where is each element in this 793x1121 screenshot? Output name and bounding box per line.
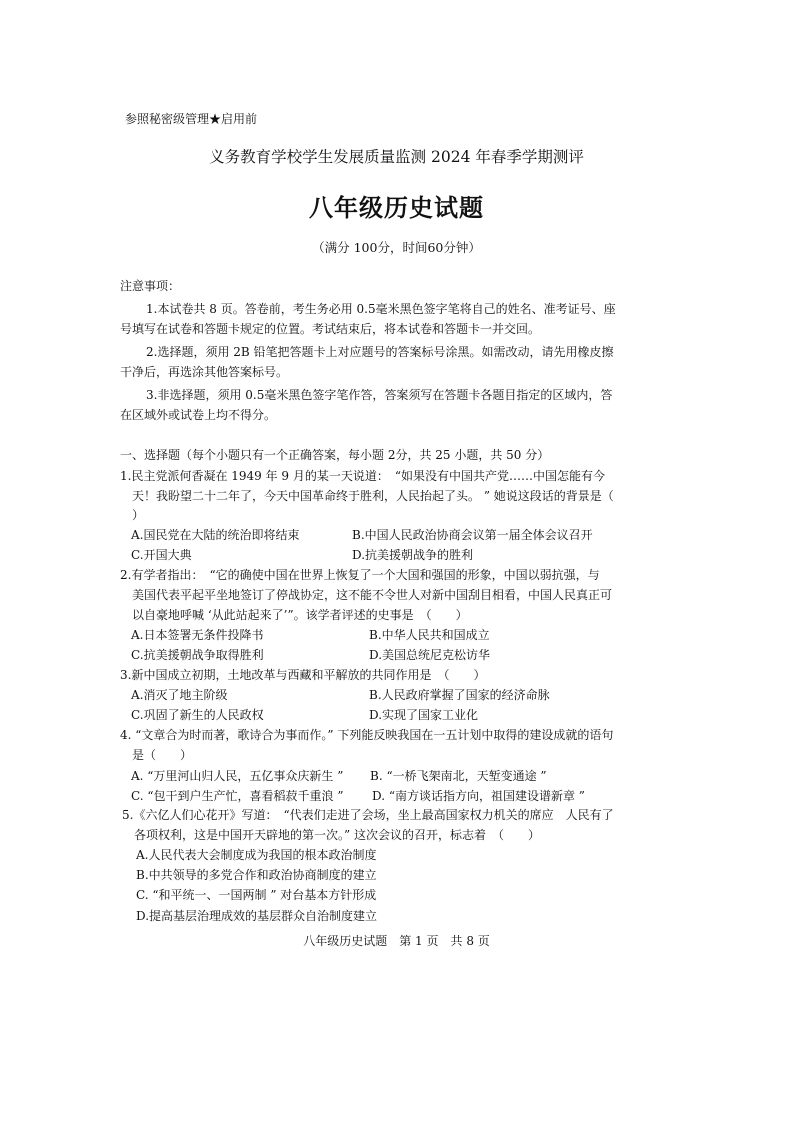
question-5-option-b: B.中共领导的多党合作和政治协商制度的建立 (136, 868, 377, 882)
notice-item-3-line-2: 在区域外或试卷上均不得分。 (120, 408, 277, 422)
notice-label: 注意事项： (120, 279, 181, 293)
question-3-option-c: C.巩固了新生的人民政权 (131, 708, 264, 722)
question-3-option-b: B.人民政府掌握了国家的经济命脉 (369, 688, 550, 702)
notice-item-3-line-1: 3.非选择题，须用 0.5毫米黑色签字笔作答，答案须写在答题卡各题目指定的区域内，答 (146, 388, 613, 402)
question-1-option-c: C.开国大典 (131, 548, 192, 562)
question-5-line-1: 5.《六亿人们心花开》写道： “代表们走进了会场，坐上最高国家权力机关的席应 人民有了 (122, 808, 614, 822)
question-2-option-c: C.抗美援朝战争取得胜利 (131, 648, 264, 662)
notice-item-1-line-2: 号填写在试卷和答题卡规定的位置。考试结束后，将本试卷和答题卡一并交回。 (120, 322, 541, 336)
section-heading: 一、选择题（每个小题只有一个正确答案，每小题 2分，共 25 小题，共 50 分） (120, 448, 550, 462)
question-1-option-a: A.国民党在大陆的统治即将结束 (131, 528, 300, 542)
question-4-option-d: D. “南方谈话指方向，祖国建设谱新章 ” (372, 789, 585, 803)
question-2-line-2: 美国代表平起平坐地签订了停战协定，这不能不令世人对新中国刮目相看，中国人民真正可 (120, 588, 613, 602)
question-5-option-d: D.提高基层治理成效的基层群众自治制度建立 (136, 909, 378, 923)
exam-header-line: 义务教育学校学生发展质量监测 2024 年春季学期测评 (209, 148, 584, 166)
question-3-line-1: 3.新中国成立初期，土地改革与西藏和平解放的共同作用是 （ ） (120, 668, 486, 682)
page-title: 八年级历史试题 (309, 193, 484, 222)
question-3-option-d: D.实现了国家工业化 (369, 708, 479, 722)
question-2-option-b: B.中华人民共和国成立 (369, 628, 490, 642)
confidentiality-label: 参照秘密级管理★启用前 (125, 112, 258, 126)
question-2-line-3: 以自豪地呼喊 ‘从此站起来了’”。该学者评述的史事是 （ ） (120, 608, 468, 622)
question-2-option-d: D.美国总统尼克松访华 (369, 648, 491, 662)
question-3-option-a: A.消灭了地主阶级 (131, 688, 228, 702)
exam-subtitle: （满分 100分，时间60分钟） (312, 240, 481, 255)
question-1-option-b: B.中国人民政治协商会议第一届全体会议召开 (352, 528, 593, 542)
question-5-option-c: C. “和平统一、一国两制 ” 对台基本方针形成 (136, 888, 377, 902)
notice-item-2-line-2: 干净后，再选涂其他答案标号。 (120, 365, 289, 379)
question-4-option-a: A. “万里河山归人民，五亿事众庆新生 ” (131, 769, 344, 783)
question-5-line-2: 各项权利，这是中国开天辟地的第一次。” 这次会议的召开，标志着 （ ） (122, 828, 540, 842)
page-footer: 八年级历史试题 第 1 页 共 8 页 (303, 934, 490, 948)
question-5-option-a: A.人民代表大会制度成为我国的根本政治制度 (136, 848, 377, 862)
question-2-option-a: A.日本签署无条件投降书 (131, 628, 264, 642)
question-1-line-1: 1.民主党派何香凝在 1949 年 9 月的某一天说道： “如果没有中国共产党……中国怎能有今 (120, 469, 606, 483)
notice-item-2-line-1: 2.选择题，须用 2B 铅笔把答题卡上对应题号的答案标号涂黑。如需改动，请先用橡皮擦 (146, 345, 614, 359)
question-4-option-b: B. “一桥飞架南北，天堑变通途 ” (370, 769, 547, 783)
question-4-line-2: 是（ ） (120, 748, 193, 762)
question-2-line-1: 2.有学者指出： “它的确使中国在世界上恢复了一个大国和强国的形象，中国以弱抗强，与 (120, 568, 600, 582)
question-1-line-2: 天！我盼望二十二年了，今天中国革命终于胜利，人民抬起了头。 ” 她说这段话的背景是（ (120, 489, 614, 503)
question-4-line-1: 4. “文章合为时而著，歌诗合为事而作。” 下列能反映我国在一五计划中取得的建设成就的语句 (120, 728, 614, 742)
question-1-option-d: D.抗美援朝战争的胜利 (352, 548, 474, 562)
question-1-line-3: ） (120, 508, 145, 522)
notice-item-1-line-1: 1.本试卷共 8 页。答卷前，考生务必用 0.5毫米黑色签字笔将自己的姓名、准考证号、座 (146, 302, 616, 316)
question-4-option-c: C. “包干到户生产忙，喜看稻菽千重浪 ” (131, 789, 344, 803)
